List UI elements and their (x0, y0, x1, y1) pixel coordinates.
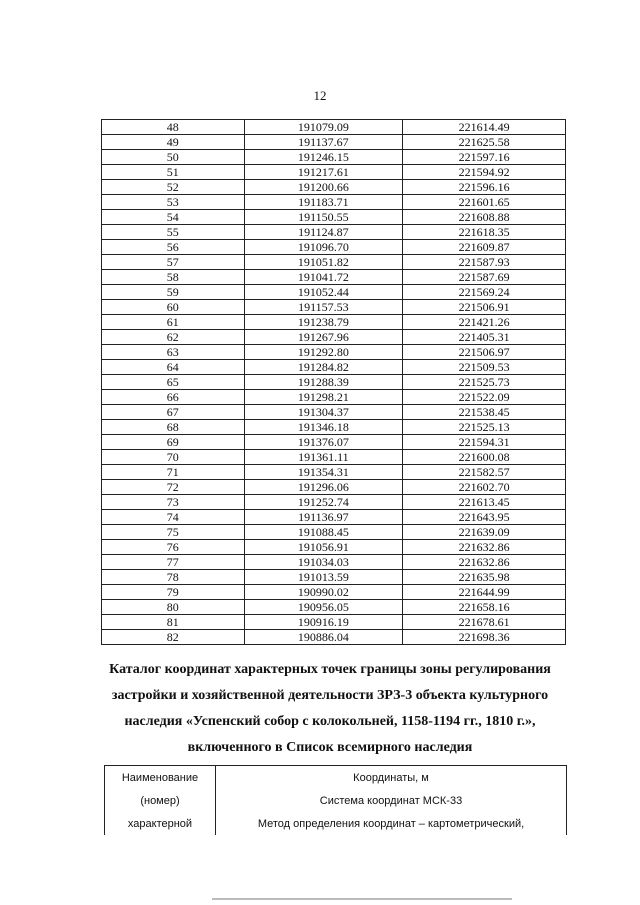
table-row (102, 240, 566, 255)
page-number: 12 (313, 88, 327, 103)
y-coordinate-cell: 221596.16 (403, 180, 566, 195)
table-row (102, 435, 566, 450)
x-coordinate-cell: 191304.37 (244, 405, 403, 420)
point-number-cell: 61 (102, 315, 245, 330)
y-coordinate-cell: 221421.26 (403, 315, 566, 330)
table-row (102, 615, 566, 630)
table-row (102, 270, 566, 285)
table-row (102, 285, 566, 300)
y-coordinate-cell: 221609.87 (403, 240, 566, 255)
x-coordinate-cell: 191361.11 (244, 450, 403, 465)
point-number-cell: 65 (102, 375, 245, 390)
point-number-cell: 56 (102, 240, 245, 255)
catalog-title (90, 657, 570, 761)
scan-edge-line (212, 898, 512, 900)
point-number-cell: 82 (102, 630, 245, 645)
y-coordinate-cell: 221602.70 (403, 480, 566, 495)
header-cell-name: характерной (105, 812, 216, 835)
x-coordinate-cell: 191051.82 (244, 255, 403, 270)
table-row (102, 630, 566, 645)
x-coordinate-cell: 191298.21 (244, 390, 403, 405)
x-coordinate-cell: 191157.53 (244, 300, 403, 315)
point-number-cell: 59 (102, 285, 245, 300)
x-coordinate-cell: 191088.45 (244, 525, 403, 540)
point-number-cell: 57 (102, 255, 245, 270)
y-coordinate-cell: 221635.98 (403, 570, 566, 585)
y-coordinate-cell: 221594.92 (403, 165, 566, 180)
point-number-cell: 69 (102, 435, 245, 450)
table-row (102, 345, 566, 360)
x-coordinate-cell: 191200.66 (244, 180, 403, 195)
table-row (102, 495, 566, 510)
point-number-cell: 79 (102, 585, 245, 600)
x-coordinate-cell: 191136.97 (244, 510, 403, 525)
table-row (102, 570, 566, 585)
y-coordinate-cell: 221597.16 (403, 150, 566, 165)
point-number-cell: 49 (102, 135, 245, 150)
point-number-cell: 55 (102, 225, 245, 240)
x-coordinate-cell: 191217.61 (244, 165, 403, 180)
x-coordinate-cell: 191238.79 (244, 315, 403, 330)
table-row (102, 315, 566, 330)
point-number-cell: 76 (102, 540, 245, 555)
table-row (102, 225, 566, 240)
x-coordinate-cell: 191267.96 (244, 330, 403, 345)
y-coordinate-cell: 221632.86 (403, 540, 566, 555)
title-line: включенного в Список всемирного наследия (187, 740, 473, 755)
point-number-cell: 77 (102, 555, 245, 570)
point-number-cell: 53 (102, 195, 245, 210)
y-coordinate-cell: 221618.35 (403, 225, 566, 240)
x-coordinate-cell: 191354.31 (244, 465, 403, 480)
header-cell-method: Метод определения координат – картометрический, (216, 812, 567, 835)
y-coordinate-cell: 221509.53 (403, 360, 566, 375)
table-row (102, 555, 566, 570)
point-number-cell: 66 (102, 390, 245, 405)
x-coordinate-cell: 191284.82 (244, 360, 403, 375)
table-row (102, 600, 566, 615)
header-cell-system: Система координат МСК-33 (216, 789, 567, 812)
coordinates-table (101, 119, 566, 645)
x-coordinate-cell: 191096.70 (244, 240, 403, 255)
y-coordinate-cell: 221582.57 (403, 465, 566, 480)
x-coordinate-cell: 191183.71 (244, 195, 403, 210)
y-coordinate-cell: 221698.36 (403, 630, 566, 645)
y-coordinate-cell: 221506.97 (403, 345, 566, 360)
x-coordinate-cell: 191150.55 (244, 210, 403, 225)
catalog-header-table (104, 765, 567, 835)
point-number-cell: 62 (102, 330, 245, 345)
x-coordinate-cell: 191079.09 (244, 120, 403, 135)
point-number-cell: 73 (102, 495, 245, 510)
point-number-cell: 67 (102, 405, 245, 420)
point-number-cell: 51 (102, 165, 245, 180)
x-coordinate-cell: 191246.15 (244, 150, 403, 165)
table-row (102, 210, 566, 225)
x-coordinate-cell: 191041.72 (244, 270, 403, 285)
point-number-cell: 68 (102, 420, 245, 435)
table-row (102, 195, 566, 210)
table-row (102, 165, 566, 180)
x-coordinate-cell: 191288.39 (244, 375, 403, 390)
header-cell-coords: Координаты, м (216, 766, 567, 790)
point-number-cell: 58 (102, 270, 245, 285)
y-coordinate-cell: 221600.08 (403, 450, 566, 465)
x-coordinate-cell: 190916.19 (244, 615, 403, 630)
table-row (102, 150, 566, 165)
table-row (102, 525, 566, 540)
y-coordinate-cell: 221538.45 (403, 405, 566, 420)
y-coordinate-cell: 221678.61 (403, 615, 566, 630)
table-row (102, 480, 566, 495)
point-number-cell: 80 (102, 600, 245, 615)
title-line: наследия «Успенский собор с колокольней, 1158-1194 гг., 1810 г.», (124, 714, 536, 729)
x-coordinate-cell: 191346.18 (244, 420, 403, 435)
y-coordinate-cell: 221625.58 (403, 135, 566, 150)
y-coordinate-cell: 221614.49 (403, 120, 566, 135)
x-coordinate-cell: 190956.05 (244, 600, 403, 615)
y-coordinate-cell: 221608.88 (403, 210, 566, 225)
y-coordinate-cell: 221658.16 (403, 600, 566, 615)
y-coordinate-cell: 221644.99 (403, 585, 566, 600)
point-number-cell: 54 (102, 210, 245, 225)
y-coordinate-cell: 221594.31 (403, 435, 566, 450)
header-cell-name: Наименование (105, 766, 216, 790)
x-coordinate-cell: 191034.03 (244, 555, 403, 570)
y-coordinate-cell: 221525.13 (403, 420, 566, 435)
y-coordinate-cell: 221639.09 (403, 525, 566, 540)
point-number-cell: 52 (102, 180, 245, 195)
x-coordinate-cell: 191292.80 (244, 345, 403, 360)
x-coordinate-cell: 190886.04 (244, 630, 403, 645)
x-coordinate-cell: 191124.87 (244, 225, 403, 240)
y-coordinate-cell: 221569.24 (403, 285, 566, 300)
point-number-cell: 75 (102, 525, 245, 540)
table-row (102, 180, 566, 195)
point-number-cell: 74 (102, 510, 245, 525)
point-number-cell: 71 (102, 465, 245, 480)
y-coordinate-cell: 221525.73 (403, 375, 566, 390)
y-coordinate-cell: 221643.95 (403, 510, 566, 525)
x-coordinate-cell: 191137.67 (244, 135, 403, 150)
x-coordinate-cell: 191052.44 (244, 285, 403, 300)
y-coordinate-cell: 221613.45 (403, 495, 566, 510)
y-coordinate-cell: 221522.09 (403, 390, 566, 405)
title-line: Каталог координат характерных точек границы зоны регулирования (109, 662, 551, 677)
table-row (102, 585, 566, 600)
x-coordinate-cell: 191296.06 (244, 480, 403, 495)
table-row (102, 420, 566, 435)
x-coordinate-cell: 190990.02 (244, 585, 403, 600)
table-row (102, 405, 566, 420)
table-row (102, 255, 566, 270)
point-number-cell: 81 (102, 615, 245, 630)
point-number-cell: 64 (102, 360, 245, 375)
y-coordinate-cell: 221506.91 (403, 300, 566, 315)
table-row (102, 135, 566, 150)
table-row (102, 375, 566, 390)
x-coordinate-cell: 191376.07 (244, 435, 403, 450)
x-coordinate-cell: 191013.59 (244, 570, 403, 585)
point-number-cell: 50 (102, 150, 245, 165)
x-coordinate-cell: 191252.74 (244, 495, 403, 510)
point-number-cell: 60 (102, 300, 245, 315)
point-number-cell: 63 (102, 345, 245, 360)
y-coordinate-cell: 221601.65 (403, 195, 566, 210)
y-coordinate-cell: 221632.86 (403, 555, 566, 570)
y-coordinate-cell: 221587.69 (403, 270, 566, 285)
y-coordinate-cell: 221587.93 (403, 255, 566, 270)
point-number-cell: 70 (102, 450, 245, 465)
table-row (102, 390, 566, 405)
point-number-cell: 48 (102, 120, 245, 135)
table-row (102, 360, 566, 375)
table-row (102, 465, 566, 480)
table-row (102, 510, 566, 525)
point-number-cell: 78 (102, 570, 245, 585)
table-row (102, 540, 566, 555)
table-row (102, 450, 566, 465)
table-row (102, 330, 566, 345)
header-cell-name: (номер) (105, 789, 216, 812)
x-coordinate-cell: 191056.91 (244, 540, 403, 555)
table-row (102, 300, 566, 315)
point-number-cell: 72 (102, 480, 245, 495)
table-row (102, 120, 566, 135)
title-line: застройки и хозяйственной деятельности ЗРЗ-3 объекта культурного (111, 688, 549, 703)
y-coordinate-cell: 221405.31 (403, 330, 566, 345)
